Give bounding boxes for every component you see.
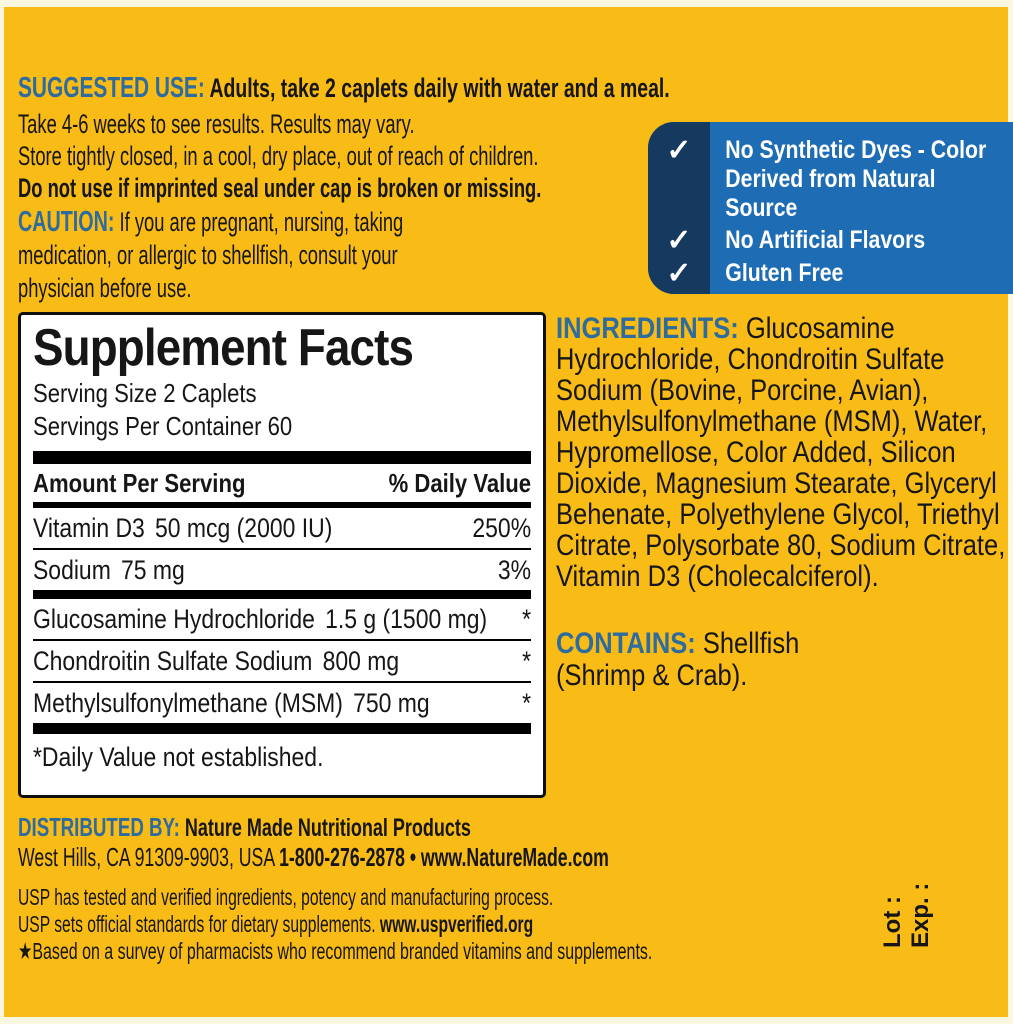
results-note: Take 4-6 weeks to see results. Results may vary.: [18, 109, 415, 139]
claim-row: [648, 259, 1013, 289]
seal-warning: Do not use if imprinted seal under cap is broken or missing.: [18, 173, 542, 203]
nutrient-amount: 50 mcg (2000 IU): [155, 513, 333, 543]
caution-block: [18, 206, 467, 305]
serving-size: Serving Size 2 Caplets: [33, 378, 257, 408]
nutrient-amount: 1.5 g (1500 mg): [325, 604, 488, 634]
distributor-name: Nature Made Nutritional Products: [184, 814, 471, 842]
fact-row: [33, 599, 531, 639]
servings-per-container: Servings Per Container 60: [33, 411, 293, 441]
usp-website: www.uspverified.org: [379, 911, 534, 937]
phone-and-website: 1-800-276-2878 • www.NatureMade.com: [279, 842, 609, 872]
distributed-by-line: [18, 812, 471, 843]
ingredients-block: [556, 313, 1011, 592]
exp-label: Exp. :: [907, 882, 934, 948]
usp-note-1: USP has tested and verified ingredients, potency and manufacturing process.: [18, 884, 554, 910]
fact-row: [33, 683, 531, 723]
divider-bar-thick: [33, 451, 531, 464]
facts-header-row: [33, 464, 531, 502]
fact-row: [33, 550, 531, 590]
nutrient-dv: *: [522, 688, 532, 718]
pharmacist-survey-note: ★Based on a survey of pharmacists who recommend branded vitamins and supplements.: [18, 938, 653, 964]
claims-box: [648, 122, 1013, 294]
lot-exp-text: [879, 878, 935, 948]
supplement-facts-title: Supplement Facts: [33, 319, 414, 377]
usp-note-2: [18, 911, 533, 938]
storage-note: Store tightly closed, in a cool, dry place, out of reach of children.: [18, 141, 539, 171]
usp-note-2-text: USP sets official standards for dietary supplements.: [18, 911, 380, 937]
nutrient-name: Chondroitin Sulfate Sodium 800 mg: [33, 646, 400, 676]
claim-row: [648, 136, 1013, 223]
ingredients-text: Glucosamine Hydrochloride, Chondroitin Sulfate Sodium (Bovine, Porcine, Avian), Methylsulfonylmethane (MSM), Water, Hypromellose, Color Added, Silicon Dioxide, Magnesium Stearate, Glyceryl Behenate, Polyethylene Glycol, Triethyl Citrate, Polysorbate 80, Sodium Citrate, Vitamin D3 (Cholecalciferol).: [556, 312, 1006, 593]
ingredients-label: INGREDIENTS:: [556, 312, 739, 345]
suggested-use-text: Adults, take 2 caplets daily with water and a meal.: [209, 73, 670, 103]
nutrient-dv: 3%: [497, 555, 532, 585]
lot-label: Lot :: [879, 896, 906, 948]
caution-label: CAUTION:: [18, 206, 115, 238]
daily-value-footnote: *Daily Value not established.: [33, 742, 324, 772]
claim-text: No Synthetic Dyes - Color Derived from Natural Source: [725, 136, 987, 222]
suggested-use-label: SUGGESTED USE:: [18, 72, 205, 104]
checkmark-icon: ✓: [666, 257, 692, 290]
claim-text: Gluten Free: [725, 259, 844, 287]
amount-per-serving-header: Amount Per Serving: [33, 468, 246, 498]
distributed-by-label: DISTRIBUTED BY:: [18, 812, 180, 842]
nutrient-dv: *: [522, 646, 532, 676]
supplement-facts-panel: [18, 312, 546, 798]
contains-block: [556, 628, 845, 692]
claim-text: No Artificial Flavors: [725, 226, 926, 254]
checkmark-icon: ✓: [666, 134, 692, 167]
nutrient-amount: 75 mg: [121, 555, 185, 585]
contains-label: CONTAINS:: [556, 627, 696, 660]
nutrient-amount: 800 mg: [322, 646, 400, 676]
lot-exp-area: [872, 882, 942, 948]
fact-row: [33, 508, 531, 548]
divider-bar-medium: [33, 590, 531, 599]
distributor-address: West Hills, CA 91309-9903, USA: [18, 842, 280, 872]
suggested-use-line: [18, 72, 670, 104]
daily-value-header: % Daily Value: [388, 468, 532, 498]
nutrient-name: Vitamin D3 50 mcg (2000 IU): [33, 513, 333, 543]
nutrient-name: Glucosamine Hydrochloride 1.5 g (1500 mg): [33, 604, 488, 634]
checkmark-icon: ✓: [666, 224, 692, 257]
nutrient-amount: 750 mg: [353, 688, 430, 718]
divider-bar-thick: [33, 723, 531, 734]
nutrient-name: Methylsulfonylmethane (MSM) 750 mg: [33, 688, 430, 718]
nutrient-name: Sodium 75 mg: [33, 555, 185, 585]
nutrient-dv: 250%: [472, 513, 532, 543]
caution-text: If you are pregnant, nursing, taking medication, or allergic to shellfish, consult your physician before use.: [18, 207, 404, 303]
claim-row: [648, 226, 1013, 256]
distributor-address-line: [18, 842, 609, 873]
fact-row: [33, 641, 531, 681]
nutrient-dv: *: [522, 604, 532, 634]
contains-text: Shellfish (Shrimp & Crab).: [556, 627, 800, 692]
